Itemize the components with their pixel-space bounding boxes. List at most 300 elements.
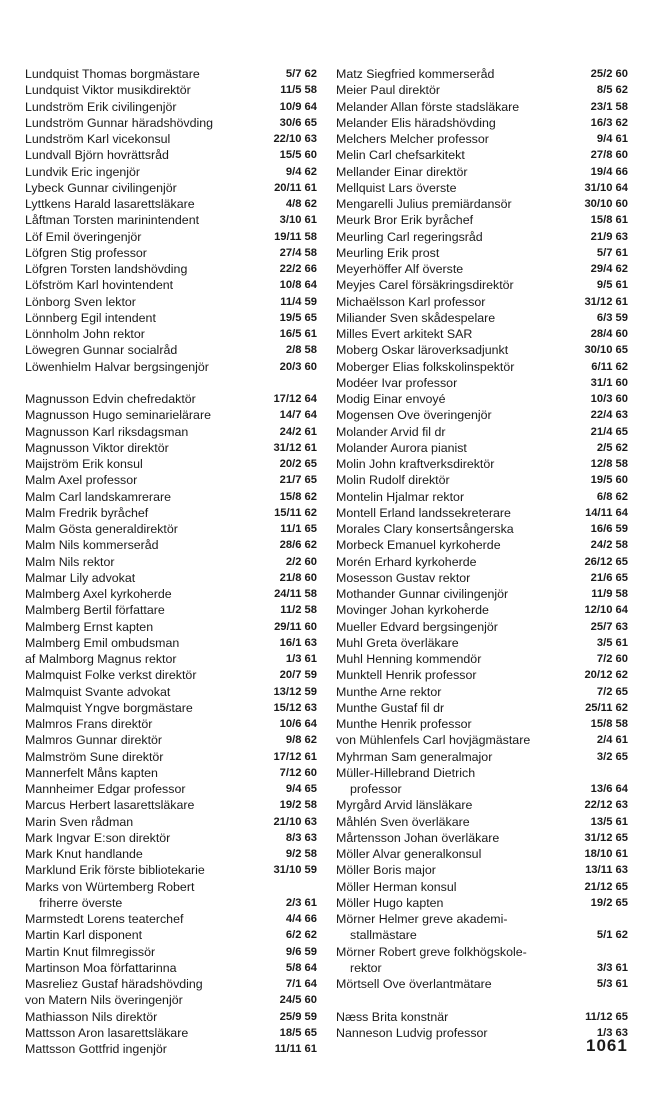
- entry-date: 18/5 65: [279, 1026, 317, 1039]
- entry-date: 15/12 63: [273, 701, 317, 714]
- entry-name: Meier Paul direktör: [336, 83, 440, 98]
- entry-date: 15/11 62: [274, 506, 317, 519]
- entry-date: 30/6 65: [279, 116, 317, 129]
- entry-date: 6/2 62: [285, 929, 317, 942]
- entry-name: Melander Allan förste stadsläkare: [336, 99, 520, 114]
- entry-date: 20/7 59: [279, 669, 317, 682]
- entry-date: 13/11 63: [585, 864, 628, 877]
- entry-name: Malmros Gunnar direktör: [25, 733, 163, 748]
- entry-name: Magnusson Edvin chefredaktör: [25, 392, 196, 406]
- entry-name: Milles Evert arkitekt SAR: [336, 327, 473, 341]
- entry-date: 9/6 59: [285, 945, 317, 958]
- entry-name: Malm Axel professor: [25, 473, 138, 488]
- entry-date: 1/3 63: [596, 1026, 628, 1039]
- entry-row: [25, 797, 317, 813]
- entry-date: 19/5 65: [279, 311, 317, 324]
- entry-row: [336, 732, 628, 748]
- entry-name: Magnusson Karl riksdagsman: [25, 424, 189, 439]
- entry-name: Myhrman Sam generalmajor: [336, 749, 493, 764]
- entry-name: Malmquist Folke verkst direktör: [25, 668, 197, 683]
- entry-row: [25, 976, 317, 992]
- entry-row: [336, 651, 628, 667]
- entry-row: [336, 99, 628, 115]
- entry-row: [336, 456, 628, 472]
- entry-name: Muhl Greta överläkare: [336, 635, 459, 650]
- entry-date: 12/8 58: [590, 458, 628, 470]
- entry-date: 19/4 66: [590, 165, 628, 178]
- entry-name: Meurk Bror Erik byråchef: [336, 213, 474, 228]
- entry-row: [25, 66, 317, 82]
- entry-row: [336, 846, 628, 862]
- entry-date: 11/12 65: [585, 1010, 628, 1023]
- entry-name: Marcus Herbert lasarettsläkare: [25, 798, 195, 813]
- entry-date: 7/12 60: [279, 766, 317, 779]
- entry-date: 31/12 61: [584, 295, 628, 308]
- entry-row: [25, 814, 317, 830]
- entry-row: [25, 131, 317, 147]
- entry-row: [336, 472, 628, 488]
- entry-date: 19/2 65: [590, 896, 628, 909]
- entry-name: Munthe Arne rektor: [336, 684, 442, 699]
- entry-row: [25, 960, 317, 976]
- entry-row: [25, 846, 317, 862]
- entry-name: Mothander Gunnar civilingenjör: [336, 587, 509, 601]
- entry-name: Melander Elis häradshövding: [336, 115, 496, 130]
- entry-date: 23/1 58: [590, 100, 628, 113]
- entry-row: [25, 245, 317, 261]
- entry-row: [336, 294, 628, 310]
- entry-row: [336, 667, 628, 683]
- entry-name: stallmästare: [350, 928, 417, 943]
- entry-date: 30/10 60: [584, 198, 628, 210]
- entry-row: [25, 992, 317, 1008]
- entry-name: Marks von Würtemberg Robert: [25, 879, 195, 894]
- entry-name: Martinson Moa författarinna: [25, 960, 177, 975]
- entry-name: Munktell Henrik professor: [336, 668, 477, 683]
- entry-name: Marklund Erik förste bibliotekarie: [25, 863, 205, 878]
- entry-row: [25, 359, 317, 375]
- entry-row: [336, 489, 628, 505]
- entry-name: Mueller Edvard bergsingenjör: [336, 619, 498, 634]
- entry-row: [25, 82, 317, 98]
- entry-date: 22/12 63: [584, 799, 628, 812]
- entry-name: Löwenhielm Halvar bergsingenjör: [25, 359, 209, 374]
- entry-date: 20/2 65: [279, 458, 317, 470]
- entry-date: 10/6 64: [279, 718, 317, 730]
- entry-date: 2/8 58: [285, 344, 317, 357]
- entry-row: [25, 310, 317, 326]
- entry-row: [336, 342, 628, 358]
- entry-row: [25, 489, 317, 505]
- entry-date: 5/7 61: [596, 246, 628, 259]
- entry-date: 11/9 58: [591, 588, 628, 600]
- entry-name: Malmberg Emil ombudsman: [25, 635, 180, 650]
- entry-name: Molin Rudolf direktör: [336, 473, 450, 488]
- entry-date: 18/10 61: [584, 848, 628, 860]
- entry-row: [25, 342, 317, 358]
- entry-date: 6/8 62: [596, 490, 628, 503]
- entry-date: 12/10 64: [584, 604, 628, 617]
- entry-date: 3/5 61: [596, 636, 628, 649]
- entry-date: 22/4 63: [590, 409, 628, 422]
- entry-date: 27/4 58: [279, 246, 317, 259]
- entry-date: 19/5 60: [590, 474, 628, 487]
- entry-row: [336, 505, 628, 521]
- section-gap: [336, 992, 628, 1008]
- entry-row: [336, 960, 628, 976]
- entry-date: 5/7 62: [285, 68, 317, 80]
- entry-date: 13/5 61: [590, 815, 628, 828]
- entry-date: 21/7 65: [279, 474, 317, 487]
- entry-date: 6/11 62: [591, 360, 628, 373]
- entry-row: [25, 440, 317, 456]
- entry-date: 20/12 62: [584, 669, 628, 682]
- entry-name: Möller Alvar generalkonsul: [336, 847, 482, 861]
- entry-name: von Matern Nils överingenjör: [25, 993, 183, 1008]
- entry-row: [336, 602, 628, 618]
- entry-row: [336, 635, 628, 651]
- entry-date: 11/2 58: [280, 604, 317, 617]
- entry-date: 11/1 65: [280, 523, 317, 535]
- entry-name: Malm Gösta generaldirektör: [25, 522, 178, 536]
- entry-row: [25, 554, 317, 570]
- entry-name: Næss Brita konstnär: [336, 1009, 449, 1024]
- entry-name: rektor: [350, 960, 382, 975]
- entry-date: 10/9 64: [279, 100, 317, 113]
- entry-date: 4/4 66: [285, 913, 317, 925]
- entry-row: [25, 196, 317, 212]
- entry-date: 6/3 59: [596, 311, 628, 324]
- entry-row: [336, 115, 628, 131]
- entry-row: [25, 635, 317, 651]
- entry-row: [25, 667, 317, 683]
- entry-row: [25, 586, 317, 602]
- entry-row: [336, 927, 628, 943]
- entry-row: [25, 99, 317, 115]
- entry-name: Måhlén Sven överläkare: [336, 814, 470, 829]
- entry-name: Lundström Gunnar häradshövding: [25, 115, 214, 130]
- entry-date: 10/8 64: [279, 279, 317, 292]
- entry-name: Molander Arvid fil dr: [336, 424, 446, 439]
- entry-name: Mattsson Gottfrid ingenjör: [25, 1042, 167, 1056]
- entry-row: [336, 911, 628, 927]
- entry-date: 29/4 62: [590, 263, 628, 275]
- entry-date: 21/12 65: [584, 880, 628, 893]
- entry-row: [25, 602, 317, 618]
- entry-row: [336, 391, 628, 407]
- entry-row: [25, 147, 317, 163]
- entry-date: 25/9 59: [279, 1010, 317, 1023]
- entry-name: Molin John kraftverksdirektör: [336, 457, 495, 471]
- entry-name: Möller Boris major: [336, 863, 436, 878]
- entry-name: Meurling Carl regeringsråd: [336, 229, 483, 244]
- entry-date: 5/3 61: [596, 978, 628, 990]
- entry-name: Löfgren Stig professor: [25, 245, 147, 260]
- entry-name: Lybeck Gunnar civilingenjör: [25, 180, 177, 195]
- entry-date: 15/8 61: [590, 214, 628, 227]
- entry-row: [336, 781, 628, 797]
- entry-row: [336, 1009, 628, 1025]
- entry-date: 21/6 65: [590, 571, 628, 584]
- entry-row: [25, 505, 317, 521]
- entry-row: [336, 277, 628, 293]
- entry-row: [336, 440, 628, 456]
- entry-row: [25, 651, 317, 667]
- entry-name: Malmberg Bertil författare: [25, 603, 165, 618]
- entry-row: [25, 229, 317, 245]
- entry-row: [336, 862, 628, 878]
- entry-name: Malm Fredrik byråchef: [25, 505, 149, 520]
- entry-date: 16/5 61: [279, 328, 317, 340]
- entry-date: 15/8 58: [590, 718, 628, 730]
- entry-date: 17/12 64: [273, 393, 317, 405]
- entry-date: 1/3 61: [285, 653, 317, 665]
- entry-name: Nanneson Ludvig professor: [336, 1025, 488, 1040]
- entry-date: 31/12 61: [273, 441, 317, 454]
- entry-date: 2/4 61: [596, 734, 628, 747]
- entry-name: Mark Ingvar E:son direktör: [25, 830, 171, 845]
- entry-date: 9/2 58: [285, 848, 317, 860]
- entry-row: [25, 1041, 317, 1057]
- entry-name: Malm Carl landskamrerare: [25, 489, 171, 504]
- entry-date: 20/3 60: [279, 360, 317, 373]
- entry-date: 7/2 60: [596, 653, 628, 665]
- entry-name: von Mühlenfels Carl hovjägmästare: [336, 733, 531, 748]
- entry-row: [336, 521, 628, 537]
- entry-name: Mannerfelt Måns kapten: [25, 765, 158, 780]
- entry-name: Lundvik Eric ingenjör: [25, 164, 141, 179]
- entry-row: [25, 115, 317, 131]
- entry-row: [25, 212, 317, 228]
- entry-date: 16/3 62: [590, 116, 628, 129]
- entry-name: Meyjes Carel försäkringsdirektör: [336, 278, 514, 293]
- entry-date: 31/1 60: [590, 376, 628, 389]
- entry-date: 19/11 58: [274, 230, 317, 243]
- entry-row: [336, 619, 628, 635]
- right-column: [336, 66, 628, 1041]
- entry-row: [25, 180, 317, 196]
- entry-row: [25, 927, 317, 943]
- entry-name: Munthe Gustaf fil dr: [336, 700, 445, 715]
- entry-date: 28/4 60: [590, 328, 628, 340]
- entry-date: 31/10 64: [584, 181, 628, 194]
- entry-row: [25, 326, 317, 342]
- entry-date: 8/3 63: [285, 831, 317, 844]
- entry-row: [336, 326, 628, 342]
- entry-row: [336, 716, 628, 732]
- entry-date: 9/4 61: [596, 133, 628, 145]
- entry-row: [25, 294, 317, 310]
- entry-row: [25, 570, 317, 586]
- entry-row: [25, 277, 317, 293]
- entry-date: 13/12 59: [273, 685, 317, 698]
- entry-name: Müller-Hillebrand Dietrich: [336, 765, 476, 780]
- entry-row: [336, 131, 628, 147]
- entry-date: 14/7 64: [279, 409, 317, 422]
- entry-name: Molander Aurora pianist: [336, 440, 467, 455]
- entry-row: [336, 424, 628, 440]
- entry-name: Meurling Erik prost: [336, 245, 440, 260]
- entry-date: 14/11 64: [585, 506, 628, 519]
- entry-row: [336, 180, 628, 196]
- entry-row: [336, 814, 628, 830]
- entry-date: 24/2 61: [279, 425, 317, 438]
- entry-row: [25, 732, 317, 748]
- entry-date: 30/10 65: [584, 344, 628, 357]
- entry-name: Melchers Melcher professor: [336, 132, 489, 146]
- entry-name: Mörner Helmer greve akademi-: [336, 912, 508, 926]
- entry-name: Masreliez Gustaf häradshövding: [25, 977, 203, 991]
- entry-row: [336, 684, 628, 700]
- entry-row: [336, 765, 628, 781]
- entry-date: 2/5 62: [596, 441, 628, 454]
- entry-name: Morbeck Emanuel kyrkoherde: [336, 538, 501, 553]
- entry-date: 21/8 60: [279, 571, 317, 584]
- entry-row: [336, 82, 628, 98]
- entry-date: 29/11 60: [274, 620, 317, 633]
- entry-name: Martin Knut filmregissör: [25, 944, 156, 959]
- entry-row: [336, 554, 628, 570]
- entry-name: Mellquist Lars överste: [336, 180, 457, 195]
- entry-row: [25, 261, 317, 277]
- entry-row: [25, 472, 317, 488]
- entry-row: [336, 375, 628, 391]
- entry-row: [336, 537, 628, 553]
- entry-row: [25, 700, 317, 716]
- entry-date: 11/5 58: [280, 84, 317, 97]
- entry-date: 2/2 60: [285, 555, 317, 568]
- entry-name: Mannheimer Edgar professor: [25, 782, 186, 796]
- entry-date: 16/1 63: [279, 636, 317, 649]
- entry-row: [336, 700, 628, 716]
- entry-row: [25, 424, 317, 440]
- entry-row: [25, 684, 317, 700]
- entry-date: 15/8 62: [279, 490, 317, 503]
- entry-row: [25, 407, 317, 423]
- entry-date: 24/5 60: [279, 994, 317, 1007]
- entry-name: friherre överste: [39, 895, 123, 910]
- entry-name: af Malmborg Magnus rektor: [25, 652, 177, 666]
- entry-row: [25, 944, 317, 960]
- entry-row: [336, 229, 628, 245]
- entry-name: Michaëlsson Karl professor: [336, 294, 486, 309]
- entry-row: [336, 310, 628, 326]
- entry-name: Miliander Sven skådespelare: [336, 310, 496, 325]
- entry-row: [25, 895, 317, 911]
- entry-name: Malm Nils rektor: [25, 554, 115, 569]
- entry-name: Lyttkens Harald lasarettsläkare: [25, 197, 195, 211]
- entry-row: [336, 570, 628, 586]
- entry-date: 11/4 59: [280, 295, 317, 308]
- entry-date: 13/6 64: [590, 783, 628, 795]
- entry-row: [25, 862, 317, 878]
- entry-row: [25, 765, 317, 781]
- entry-row: [336, 196, 628, 212]
- entry-name: Lundström Erik civilingenjör: [25, 99, 177, 114]
- entry-date: 4/8 62: [285, 198, 317, 210]
- entry-row: [25, 749, 317, 765]
- entry-date: 20/11 61: [274, 181, 317, 194]
- entry-date: 24/11 58: [274, 588, 317, 600]
- entry-date: 5/1 62: [596, 929, 628, 942]
- entry-name: professor: [350, 782, 402, 796]
- entry-name: Malmberg Axel kyrkoherde: [25, 587, 172, 601]
- entry-row: [336, 1025, 628, 1041]
- entry-name: Löf Emil överingenjör: [25, 229, 142, 244]
- entry-date: 26/12 65: [584, 555, 628, 568]
- entry-name: Möller Hugo kapten: [336, 895, 444, 910]
- entry-name: Mörner Robert greve folkhögskole-: [336, 944, 527, 959]
- entry-name: Movinger Johan kyrkoherde: [336, 603, 489, 618]
- entry-date: 31/12 65: [584, 831, 628, 844]
- entry-date: 9/4 65: [285, 783, 317, 795]
- entry-row: [25, 1009, 317, 1025]
- entry-name: Löfgren Torsten landshövding: [25, 262, 188, 276]
- entry-row: [336, 212, 628, 228]
- entry-name: Marmstedt Lorens teaterchef: [25, 912, 184, 926]
- entry-name: Morales Clary konsertsångerska: [336, 522, 514, 536]
- entry-name: Martin Karl disponent: [25, 928, 143, 943]
- entry-date: 3/3 61: [596, 961, 628, 974]
- entry-row: [336, 359, 628, 375]
- entry-name: Mellander Einar direktör: [336, 164, 468, 179]
- entry-row: [25, 911, 317, 927]
- entry-name: Mårtensson Johan överläkare: [336, 830, 500, 845]
- entry-name: Lönborg Sven lektor: [25, 294, 136, 309]
- entry-row: [336, 895, 628, 911]
- entry-name: Malmar Lily advokat: [25, 570, 136, 585]
- entry-row: [336, 147, 628, 163]
- entry-date: 22/10 63: [273, 133, 317, 145]
- entry-date: 21/4 65: [590, 425, 628, 438]
- entry-name: Malmquist Svante advokat: [25, 684, 171, 699]
- entry-name: Malmquist Yngve borgmästare: [25, 700, 193, 715]
- entry-name: Montell Erland landssekreterare: [336, 505, 511, 520]
- entry-row: [25, 164, 317, 180]
- entry-date: 2/3 61: [285, 896, 317, 909]
- entry-name: Malmström Sune direktör: [25, 749, 164, 764]
- entry-date: 15/5 60: [279, 149, 317, 162]
- entry-date: 3/10 61: [279, 214, 317, 227]
- entry-row: [25, 781, 317, 797]
- entry-name: Lundquist Thomas borgmästare: [25, 67, 200, 81]
- entry-date: 21/10 63: [273, 815, 317, 828]
- entry-row: [25, 879, 317, 895]
- entry-name: Låftman Torsten marinintendent: [25, 213, 200, 228]
- entry-row: [336, 879, 628, 895]
- entry-name: Löfström Karl hovintendent: [25, 278, 174, 293]
- entry-name: Magnusson Viktor direktör: [25, 440, 169, 455]
- entry-row: [336, 164, 628, 180]
- entry-name: Lundström Karl vicekonsul: [25, 132, 171, 146]
- entry-row: [336, 407, 628, 423]
- entry-date: 24/2 58: [590, 539, 628, 552]
- entry-name: Lundquist Viktor musikdirektör: [25, 83, 191, 98]
- entry-row: [25, 619, 317, 635]
- entry-row: [25, 716, 317, 732]
- entry-date: 28/6 62: [279, 539, 317, 552]
- entry-name: Modéer Ivar professor: [336, 375, 458, 390]
- section-gap: [25, 375, 317, 391]
- entry-date: 27/8 60: [590, 149, 628, 162]
- entry-row: [336, 976, 628, 992]
- entry-date: 8/5 62: [596, 84, 628, 97]
- entry-name: Munthe Henrik professor: [336, 717, 472, 731]
- entry-name: Mogensen Ove överingenjör: [336, 408, 492, 423]
- entry-row: [25, 830, 317, 846]
- entry-date: 11/11 61: [274, 1043, 317, 1055]
- entry-name: Mengarelli Julius premiärdansör: [336, 197, 512, 211]
